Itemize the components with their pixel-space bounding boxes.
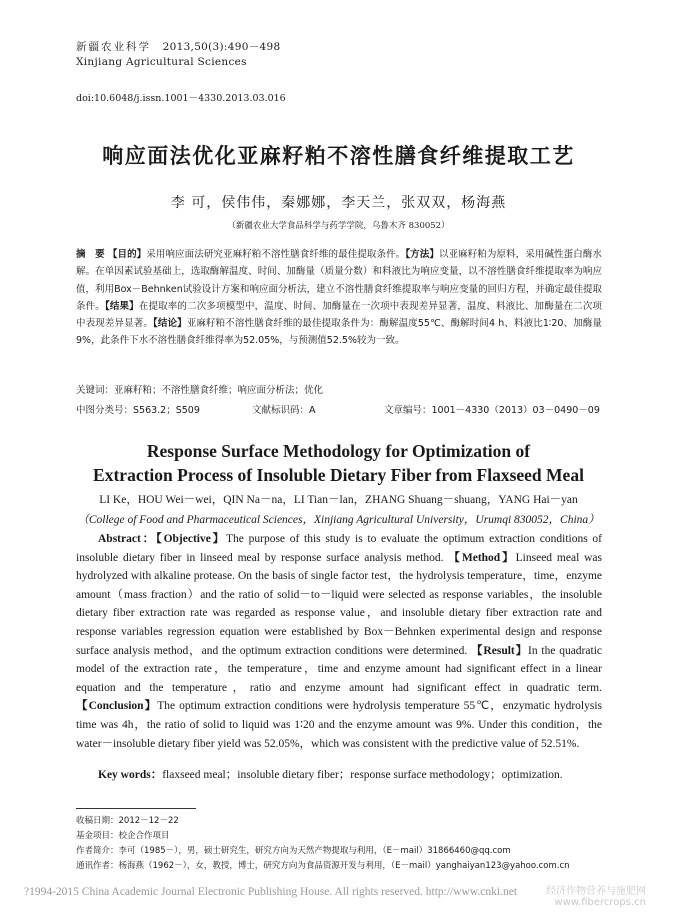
conclusion-label-en: 【Conclusion】 xyxy=(76,700,158,713)
abstract-cn xyxy=(76,246,602,350)
method-text-cn: 以亚麻籽粕为原料，采用碱性蛋白酶水解。在单因素试验基础上，选取酶解温度、时间、加酶量（质量分数）和料液比为响应变量，以不溶性膳食纤维提取率为响应值，利用Box－Behnken试验设计方案和响应面分析法，建立不溶性膳食纤维提取率与响应变量的回归方程，并确定最佳提取条件。 xyxy=(76,249,602,312)
method-label-en: 【Method】 xyxy=(448,551,516,564)
footnotes xyxy=(76,814,570,874)
method-label-cn: 【方法】 xyxy=(405,249,439,260)
authors-en: LI Ke，HOU Wei－wei，QIN Na－na，LI Tian－lan，ZHANG Shuang－shuang，YANG Hai－yan xyxy=(99,494,578,506)
objective-label-en: 【Objective】 xyxy=(155,533,227,545)
keywords-cn-label: 关键词： xyxy=(76,385,115,396)
keywords-en-text: flaxseed meal；insoluble dietary fiber；response surface methodology；optimization. xyxy=(162,769,563,781)
result-text-en: In the quadratic model of the extraction rate，the temperature，time and enzyme amount had significant effect in a linear equation and the temperature，ratio and enzyme amount had significant effect in quadratic term. xyxy=(76,644,602,694)
conclusion-text-cn: 亚麻籽粕不溶性膳食纤维的最佳提取条件为：酶解温度55℃、酶解时间4 h、料液比1∶20、加酶量9%，此条件下水不溶性膳食纤维得率为52.05%，与预测值52.5%较为一致。 xyxy=(76,318,602,347)
paper-title-en-line1: Response Surface Methodology for Optimization of xyxy=(146,441,531,461)
paper-title-cn: 响应面法优化亚麻籽粕不溶性膳食纤维提取工艺 xyxy=(102,144,575,168)
abstract-en xyxy=(76,530,602,753)
conclusion-label-cn: 【结论】 xyxy=(153,318,187,330)
copyright-line: ?1994-2015 China Academic Journal Electronic Publishing House. All rights reserved. http://www.cnki.net xyxy=(24,886,518,898)
watermark-line2: www.fibercrops.cn xyxy=(554,897,646,908)
footnote-rule xyxy=(76,808,196,809)
keywords-cn xyxy=(76,382,323,396)
journal-issue: 2013,50(3):490－498 xyxy=(162,41,281,53)
result-text-cn: 在提取率的二次多项模型中，温度、时间、加酶量在一次项中表现差异显著，温度、料液比、加酶量在二次项中表现差异显著。 xyxy=(76,300,602,330)
site-watermark xyxy=(546,886,646,908)
abstract-cn-label: 摘 要 xyxy=(76,249,105,260)
journal-header xyxy=(76,40,280,70)
result-label-en: 【Result】 xyxy=(471,644,529,657)
keywords-en xyxy=(98,766,563,782)
paper-title-en xyxy=(0,439,677,487)
keywords-cn-text: 亚麻籽粕；不溶性膳食纤维；响应面分析法；优化 xyxy=(114,385,324,396)
method-text-en: Linseed meal was hydrolyzed with alkaline protease. On the basis of single factor test，the hydrolysis temperature，time，enzyme amount（mass fraction）and the ratio of solid－to－liquid were selected as response variables，the insoluble dietary fiber extraction rate was regarded as response value，and insoluble dietary fiber extraction rate and response variables regression equation were established by Box－Behnken experimental design and response surface analysis method，and the optimum extraction conditions were determined. xyxy=(76,551,602,657)
objective-label-cn: 【目的】 xyxy=(107,249,147,260)
objective-text-cn: 采用响应面法研究亚麻籽粕不溶性膳食纤维的最佳提取条件。 xyxy=(146,249,406,260)
result-label-cn: 【结果】 xyxy=(104,300,139,312)
document-code: 文献标识码：A xyxy=(252,405,316,416)
clc-number: 中图分类号：S563.2；S509 xyxy=(76,405,200,416)
journal-name-en: Xinjiang Agricultural Sciences xyxy=(76,56,247,68)
objective-text-en: The purpose of this study is to evaluate the optimum extraction conditions of insoluble dietary fiber in linseed meal by response surface analysis method. xyxy=(76,533,602,564)
journal-name-cn: 新疆农业科学 xyxy=(76,41,151,53)
fund-project: 基金项目：校企合作项目 xyxy=(76,831,170,841)
paper-title-en-line2: Extraction Process of Insoluble Dietary Fiber from Flaxseed Meal xyxy=(93,465,584,485)
authors-cn: 李 可，侯伟伟，秦娜娜，李天兰，张双双，杨海燕 xyxy=(170,195,507,211)
received-date: 收稿日期：2012－12－22 xyxy=(76,816,179,826)
author-bio: 作者简介：李可（1985－），男，硕士研究生，研究方向为天然产物提取与利用，（E－mail）31866460@qq.com xyxy=(76,846,511,856)
affiliation-en: （College of Food and Pharmaceutical Sciences，Xinjiang Agricultural University，Urumqi 830052，China） xyxy=(77,514,600,526)
watermark-line1: 经济作物营养与施肥网 xyxy=(546,886,646,897)
keywords-en-label: Key words： xyxy=(98,769,163,781)
article-number: 文章编号：1001－4330（2013）03－0490－09 xyxy=(384,405,600,416)
corresponding-author: 通讯作者：杨海燕（1962－），女，教授，博士，研究方向为食品资源开发与利用，（E－mail）yanghaiyan123@yahoo.com.cn xyxy=(76,861,570,871)
affiliation-cn: （新疆农业大学食品科学与药学学院，乌鲁木齐 830052） xyxy=(227,221,450,231)
doi[interactable]: doi:10.6048/j.issn.1001－4330.2013.03.016 xyxy=(76,93,286,104)
abstract-en-label: Abstract： xyxy=(98,533,156,545)
conclusion-text-en: The optimum extraction conditions were hydrolysis temperature 55℃，enzymatic hydrolysis time was 4h，the ratio of solid to liquid was 1∶20 and the enzyme amount was 9%. Under this condition，the water－insoluble dietary fiber yield was 52.05%，which was consistent with the predictive value of 52.51%. xyxy=(76,700,602,750)
